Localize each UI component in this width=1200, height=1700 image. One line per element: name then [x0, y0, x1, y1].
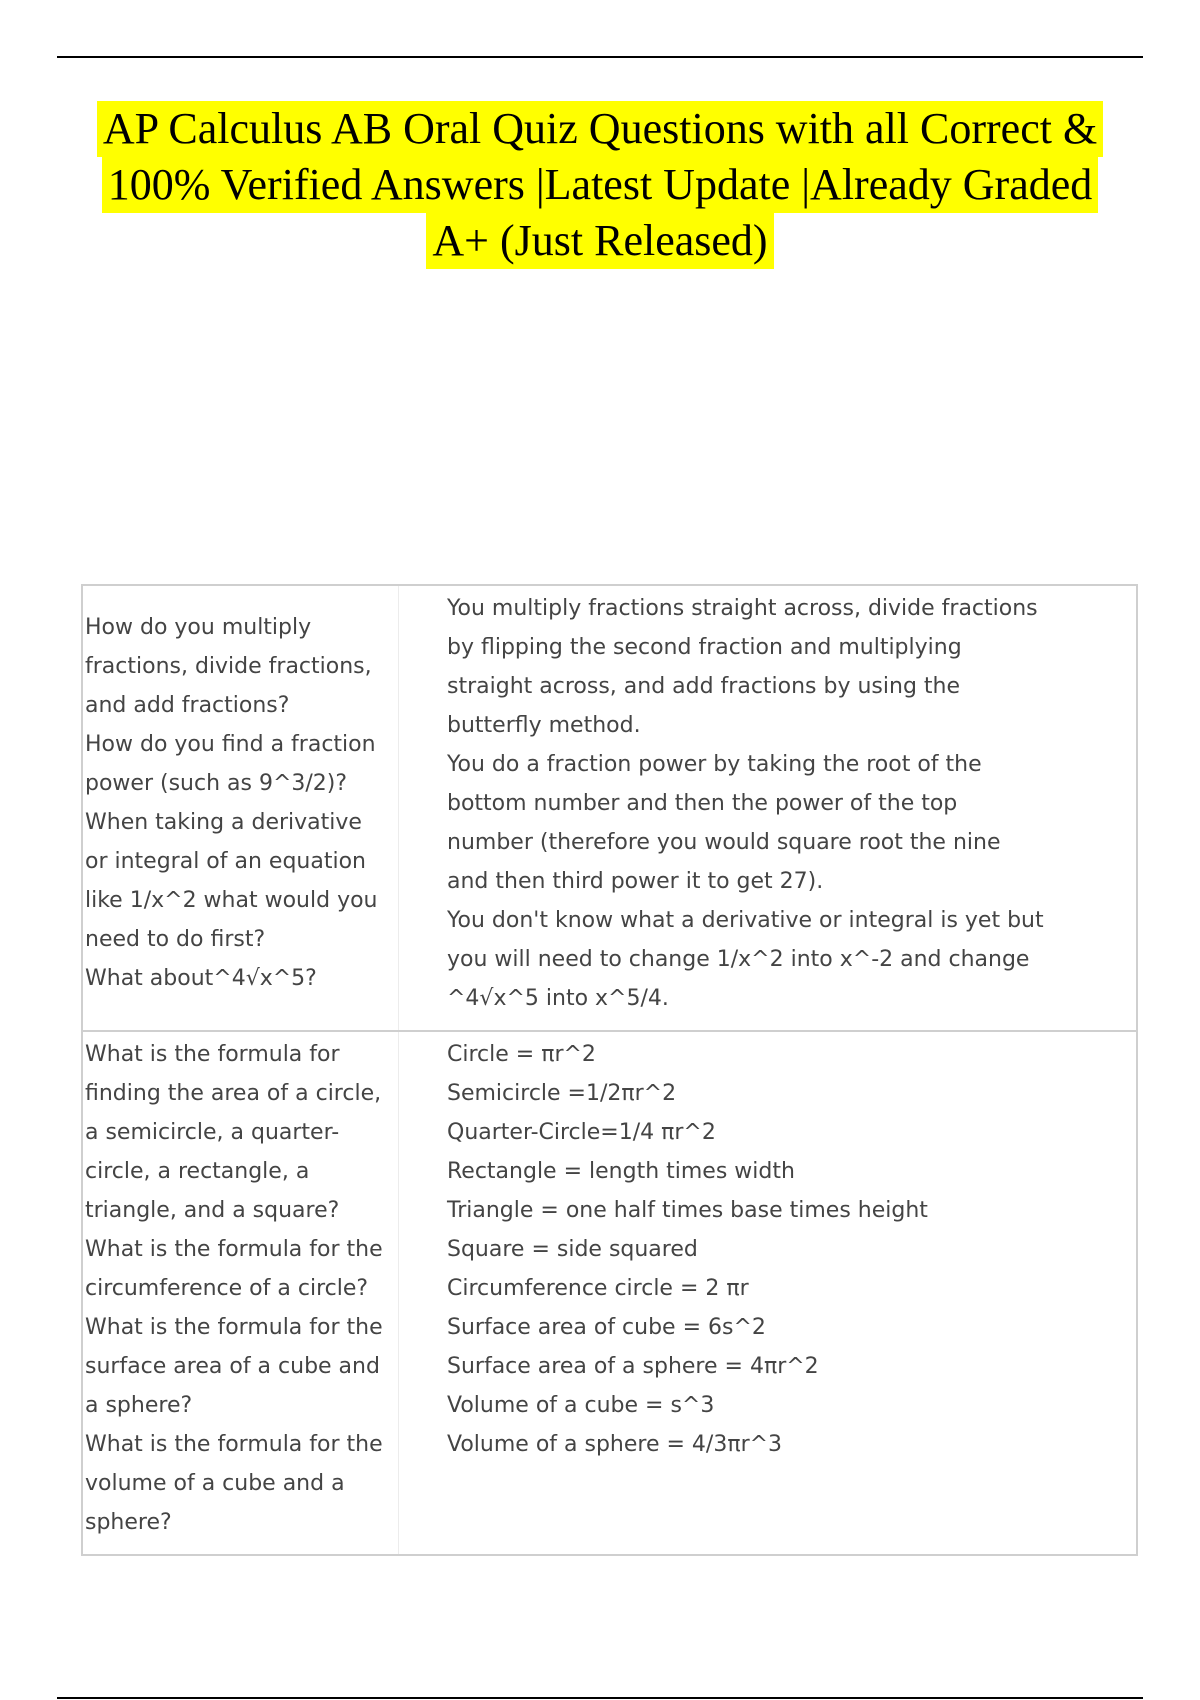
answer-line: number (therefore you would square root the nine — [447, 830, 1001, 855]
answer-line: ^4√x^5 into x^5/4. — [447, 986, 669, 1011]
answer-line: Volume of a cube = s^3 — [447, 1393, 715, 1418]
question-line: triangle, and a square? — [85, 1198, 340, 1223]
answer-line: Triangle = one half times base times height — [447, 1198, 928, 1223]
question-line: What is the formula for the — [85, 1237, 383, 1262]
title-line-3: A+ (Just Released) — [426, 213, 773, 269]
answer-line: You do a fraction power by taking the root of the — [447, 752, 982, 777]
question-line: or integral of an equation — [85, 849, 366, 874]
question-line: What is the formula for the — [85, 1315, 383, 1340]
answer-line: Surface area of cube = 6s^2 — [447, 1315, 766, 1340]
question-line: a semicircle, a quarter- — [85, 1120, 340, 1145]
answer-line: Circle = πr^2 — [447, 1042, 596, 1067]
question-line: How do you multiply — [85, 615, 312, 640]
question-line: like 1/x^2 what would you — [85, 888, 378, 913]
answer-line: Rectangle = length times width — [447, 1159, 795, 1184]
answer-line: Circumference circle = 2 πr — [447, 1276, 749, 1301]
answer-line: butterfly method. — [447, 713, 641, 738]
answer-line: You don't know what a derivative or integral is yet but — [447, 908, 1044, 933]
answer-line: Volume of a sphere = 4/3πr^3 — [447, 1432, 783, 1457]
question-line: fractions, divide fractions, — [85, 654, 372, 679]
question-cell — [83, 586, 399, 1030]
question-line: volume of a cube and a — [85, 1471, 345, 1496]
question-line: What is the formula for the — [85, 1432, 383, 1457]
answer-line: bottom number and then the power of the top — [447, 791, 958, 816]
bottom-rule — [57, 1697, 1143, 1699]
answer-line: straight across, and add fractions by using the — [447, 674, 961, 699]
top-rule — [57, 56, 1143, 58]
answer-line: Quarter-Circle=1/4 πr^2 — [447, 1120, 716, 1145]
question-line: power (such as 9^3/2)? — [85, 771, 348, 796]
question-line: a sphere? — [85, 1393, 193, 1418]
title-line-1: AP Calculus AB Oral Quiz Questions with all Correct & — [97, 101, 1103, 157]
answer-line: Semicircle =1/2πr^2 — [447, 1081, 677, 1106]
question-cell — [83, 1032, 399, 1554]
answer-line: You multiply fractions straight across, divide fractions — [447, 596, 1038, 621]
answer-cell — [399, 1032, 1136, 1554]
question-line: When taking a derivative — [85, 810, 362, 835]
question-line: circle, a rectangle, a — [85, 1159, 310, 1184]
table-row — [83, 586, 1136, 1032]
question-line: What about^4√x^5? — [85, 966, 317, 991]
table-row — [83, 1032, 1136, 1554]
answer-line: Surface area of a sphere = 4πr^2 — [447, 1354, 819, 1379]
question-line: sphere? — [85, 1510, 172, 1535]
question-line: finding the area of a circle, — [85, 1081, 382, 1106]
question-line: and add fractions? — [85, 693, 290, 718]
answer-cell — [399, 586, 1136, 1030]
question-line: need to do first? — [85, 927, 266, 952]
question-line: How do you find a fraction — [85, 732, 376, 757]
question-line: What is the formula for — [85, 1042, 340, 1067]
page-title — [60, 101, 1140, 269]
answer-line: and then third power it to get 27). — [447, 869, 824, 894]
qa-table — [81, 584, 1138, 1556]
answer-line: you will need to change 1/x^2 into x^-2 and change — [447, 947, 1030, 972]
title-line-2: 100% Verified Answers |Latest Update |Already Graded — [102, 157, 1099, 213]
answer-line: Square = side squared — [447, 1237, 698, 1262]
question-line: circumference of a circle? — [85, 1276, 369, 1301]
question-line: surface area of a cube and — [85, 1354, 380, 1379]
answer-line: by flipping the second fraction and multiplying — [447, 635, 962, 660]
